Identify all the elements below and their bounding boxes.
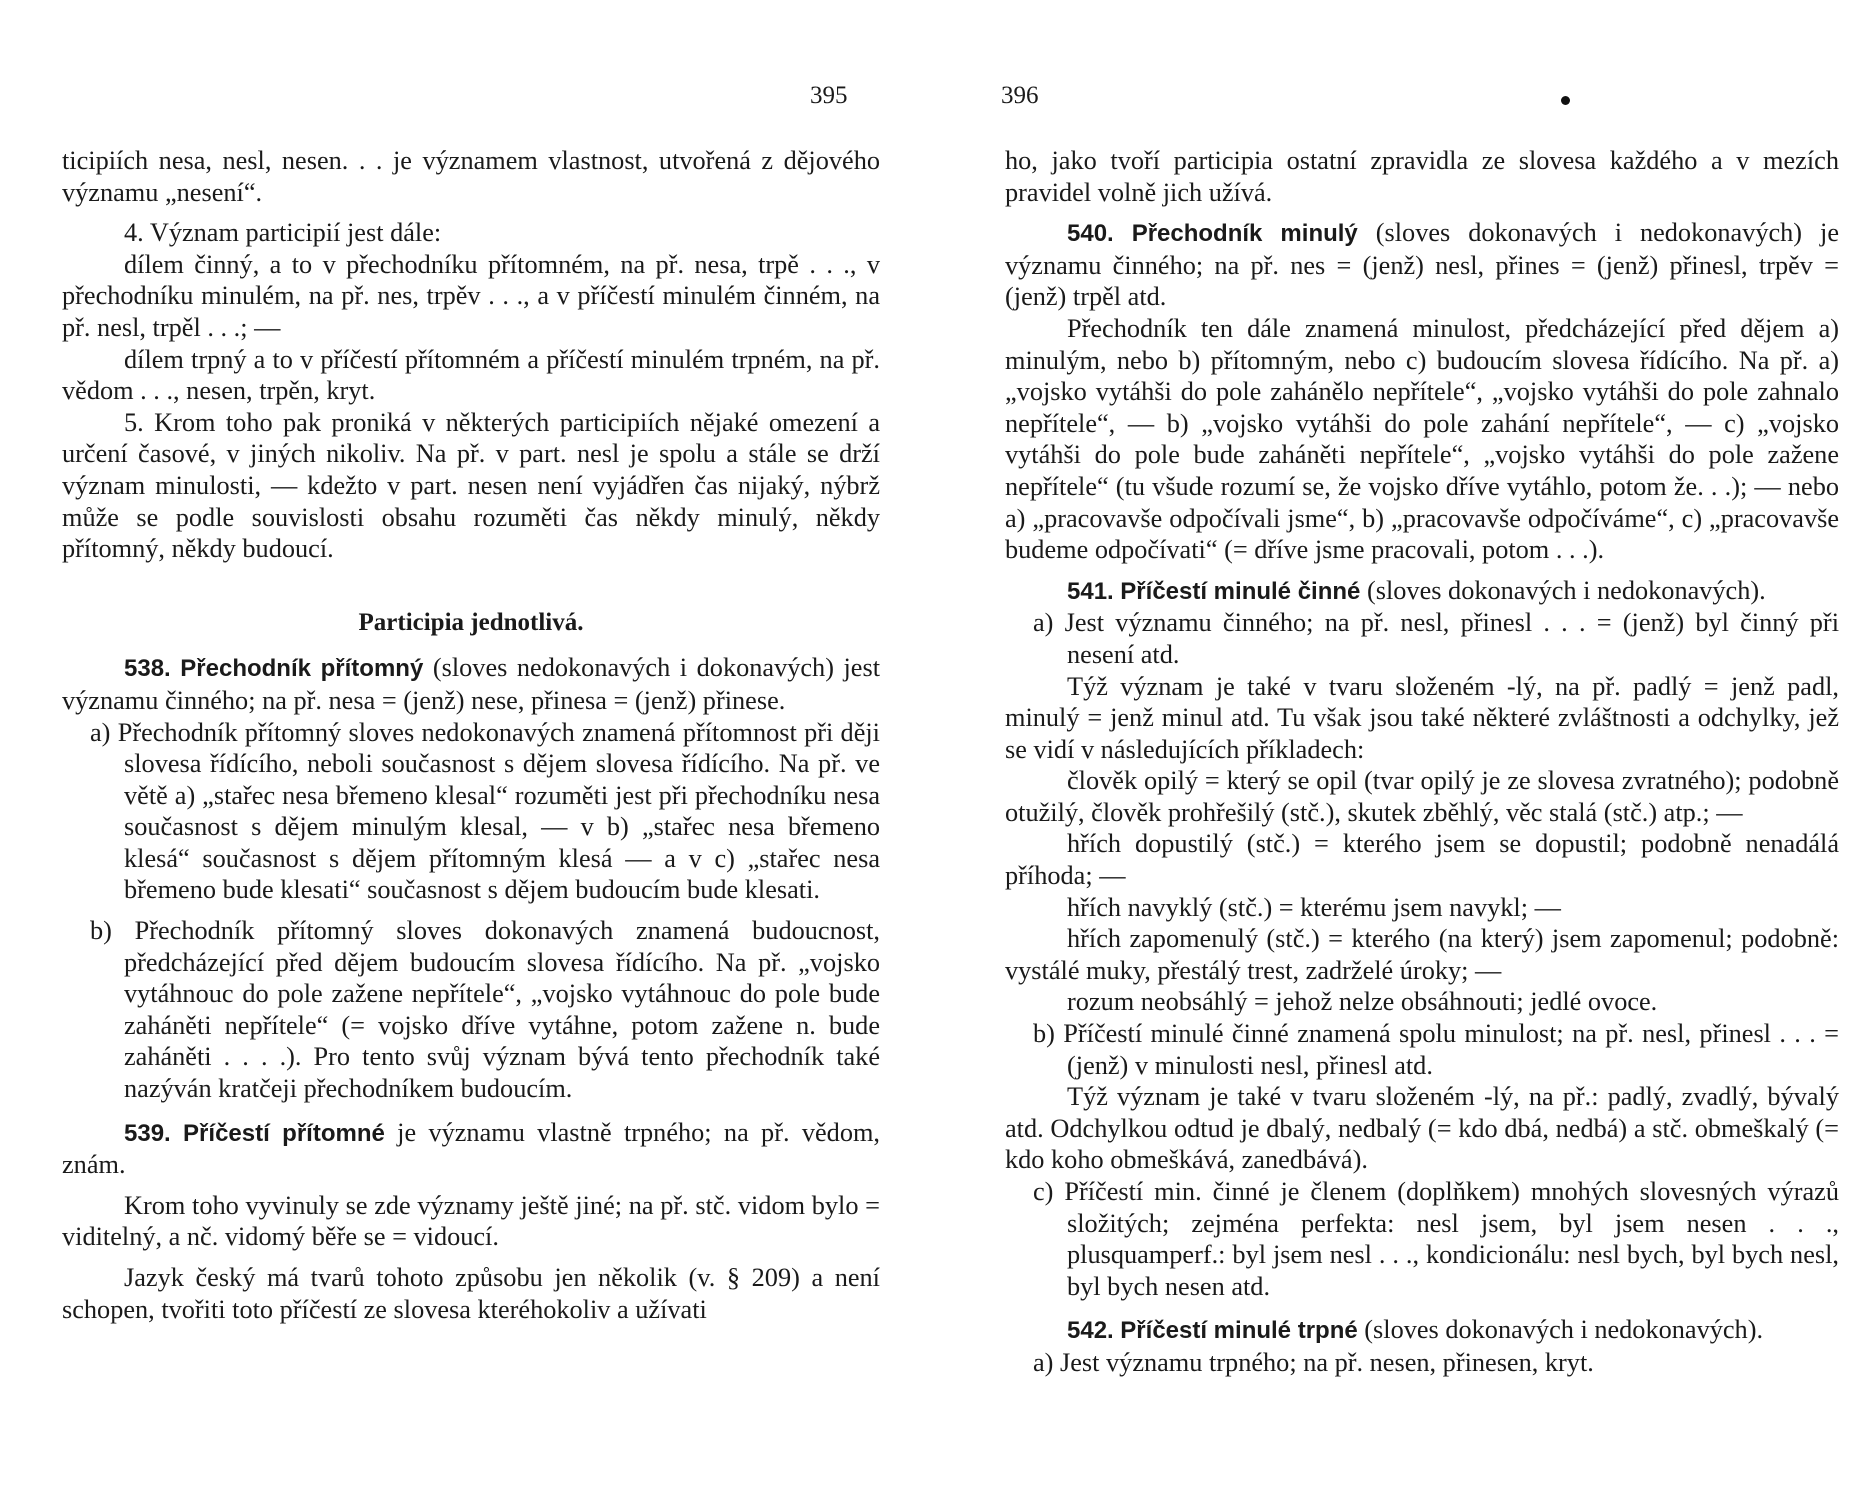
paragraph: 4. Význam participií jest dále: <box>124 218 442 248</box>
section-text: (sloves dokonavých i nedokonavých). <box>1366 575 1766 605</box>
paragraph: člověk opilý = který se opil (tvar opilý je ze slovesa zvratného); podobně otužilý, člověk prohřešilý (stč.), skutek zběhlý, věc stalá (stč.) atp.; — <box>1005 766 1839 827</box>
paragraph: ho, jako tvoří participia ostatní zpravidla ze slovesa každého a v mezích pravidel volně jich užívá. <box>1005 146 1839 207</box>
item-b: b) Přechodník přítomný sloves dokonavých znamená budoucnost, předcházející před dějem budoucím slovesa řídícího. Na př. „vojsko vytáhnouc do pole zažene nepřítele“, „vojsko vytáhnouc do pole bude zaháněti nepřítele“ (= vojsko dříve vytáhne, potom zažene n. bude zaháněti . . . .). Pro tento svůj význam bývá tento přechodník také nazýván kratčeji přechodníkem budoucím. <box>90 916 880 1104</box>
item-c: c) Příčestí min. činné je členem (doplňkem) mnohých slovesných výrazů složitých; zejména perfekta: nesl jsem, byl jsem nesen . . ., plusquamperf.: byl jsem nesl . . ., kondicionálu: nesl bych, byl bych nesl, byl bych nesen atd. <box>1033 1177 1839 1301</box>
section-number: 539. <box>124 1119 171 1147</box>
paragraph: dílem trpný a to v příčestí přítomném a příčestí minulém trpném, na př. vědom . . ., nesen, trpěn, kryt. <box>62 344 880 406</box>
paragraph: Jazyk český má tvarů tohoto způsobu jen několik (v. § 209) a není schopen, tvořiti toto příčestí ze slovesa kteréhokoliv a užívati <box>62 1263 880 1324</box>
section-text: (sloves dokonavých i nedokonavých). <box>1364 1315 1764 1345</box>
section-540 <box>1005 217 1839 313</box>
section-number: 538. <box>124 655 171 683</box>
section-text: (sloves dokonavých i nedokonavých) je významu činného; na př. nes = (jenž) nesl, přines = (jenž) přinesl, trpěv = (jenž) trpěl atd. <box>1005 218 1839 312</box>
paragraph: hřích zapomenulý (stč.) = kterého (na který) jsem zapomenul; podobně: vystálé muky, přestálý trest, zadrželé úroky; — <box>1005 924 1839 985</box>
paragraph: dílem činný, a to v přechodníku přítomném, na př. nesa, trpě . . ., v přechodníku minulém, na př. nes, trpěv . . ., a v příčestí minulém činném, na př. nesl, trpěl . . .; — <box>62 249 880 342</box>
page-number: 395 <box>810 82 848 109</box>
section-title: Přechodník minulý <box>1131 220 1358 248</box>
paragraph: ticipiích nesa, nesl, nesen. . . je významem vlastnost, utvořená z dějového významu „nesení“. <box>62 146 880 207</box>
ink-dot <box>1561 96 1570 105</box>
page-text <box>62 145 880 1325</box>
section-text: je významu vlastně trpného; na př. vědom, znám. <box>62 1117 881 1180</box>
item-a: a) Přechodník přítomný sloves nedokonavých znamená přítomnost při ději slovesa řídícího, neboli současnost s dějem slovesa řídícího. Na př. ve větě a) „stařec nesa břemeno klesal“ rozuměti jest při přechodníku nesa současnost s dějem minulým klesal, — v b) „stařec nesa břemeno klesá“ současnost s dějem přítomným klesá — a v c) „stařec nesa břemeno bude klesati“ současnost s dějem budoucím bude klesati. <box>90 717 880 905</box>
section-title: Příčestí minulé činné <box>1120 577 1361 605</box>
item-b: b) Příčestí minulé činné znamená spolu minulost; na př. nesl, přinesl . . . = (jenž) v minulosti nesl, přinesl atd. <box>1033 1019 1839 1080</box>
paragraph: Týž význam je také v tvaru složeném -lý, na př.: padlý, zvadlý, bývalý atd. Odchylkou odtud je dbalý, nedbalý (= kdo dbá, nedbá) a stč. obmeškalý (= kdo koho obmeškává, zanedbává). <box>1005 1082 1839 1175</box>
paragraph: Přechodník ten dále znamená minulost, předcházející před dějem a) minulým, nebo b) přítomným, nebo c) budoucím slovesa řídícího. Na př. a) „vojsko vytáhši do pole zahánělo nepřítele“, „vojsko vytáhši do pole zahnalo nepřítele“, — b) „vojsko vytáhši do pole zahání nepřítele“, — c) „vojsko vytáhši do pole bude zaháněti nepřítele“, „vojsko vytáhši do pole zažene nepřítele“ (tu všude rozumí se, že vojsko dříve vytáhlo, potom že. . .); — nebo a) „pracovavše odpočívali jsme“, b) „pracovavše odpočíváme“, c) „pracovavše budeme odpočívati“ (= dříve jsme pracovali, potom . . .). <box>1005 313 1839 565</box>
section-541 <box>1005 575 1839 608</box>
section-title: Přechodník přítomný <box>180 655 424 683</box>
section-538 <box>62 652 880 716</box>
section-text: (sloves nedokonavých i dokonavých) jest významu činného; na př. nesa = (jenž) nese, přinesa = (jenž) přinese. <box>62 653 881 715</box>
paragraph: hřích navyklý (stč.) = kterému jsem navykl; — <box>1067 892 1561 922</box>
item-a: a) Jest významu trpného; na př. nesen, přinesen, kryt. <box>1033 1347 1594 1377</box>
paragraph: rozum neobsáhlý = jehož nelze obsáhnouti; jedlé ovoce. <box>1067 987 1658 1017</box>
right-page <box>933 0 1866 1500</box>
section-number: 541. <box>1067 577 1114 605</box>
section-542 <box>1005 1314 1839 1347</box>
paragraph: Krom toho vyvinuly se zde významy ještě jiné; na př. stč. vidom bylo = viditelný, a nč. vidomý běře se = vidoucí. <box>62 1190 880 1252</box>
paragraph: hřích dopustilý (stč.) = kterého jsem se dopustil; podobně nenadálá příhoda; — <box>1005 829 1839 891</box>
page-text <box>1005 145 1839 1379</box>
page-number: 396 <box>1001 82 1039 109</box>
section-number: 542. <box>1067 1317 1114 1345</box>
section-539 <box>62 1117 880 1181</box>
item-a: a) Jest významu činného; na př. nesl, přinesl . . . = (jenž) byl činný při nesení atd. <box>1033 608 1839 669</box>
paragraph: Týž význam je také v tvaru složeném -lý, na př. padlý = jenž padl, minulý = jenž minul atd. Tu však jsou také některé zvláštnosti a odchylky, jež se vidí v následujících příkladech: <box>1005 671 1839 764</box>
section-number: 540. <box>1067 220 1114 248</box>
paragraph: 5. Krom toho pak proniká v některých participiích nějaké omezení a určení časové, v jiných nikoliv. Na př. v part. nesl je spolu a stále se drží význam minulosti, — kdežto v part. nesen není vyjádřen čas nijaký, nýbrž může se podle souvislosti obsahu rozuměti čas někdy minulý, někdy přítomný, někdy budoucí. <box>62 407 880 564</box>
section-title: Příčestí minulé trpné <box>1120 1317 1358 1345</box>
section-heading: Participia jednotlivá. <box>358 608 584 636</box>
section-title: Příčestí přítomné <box>183 1119 385 1147</box>
